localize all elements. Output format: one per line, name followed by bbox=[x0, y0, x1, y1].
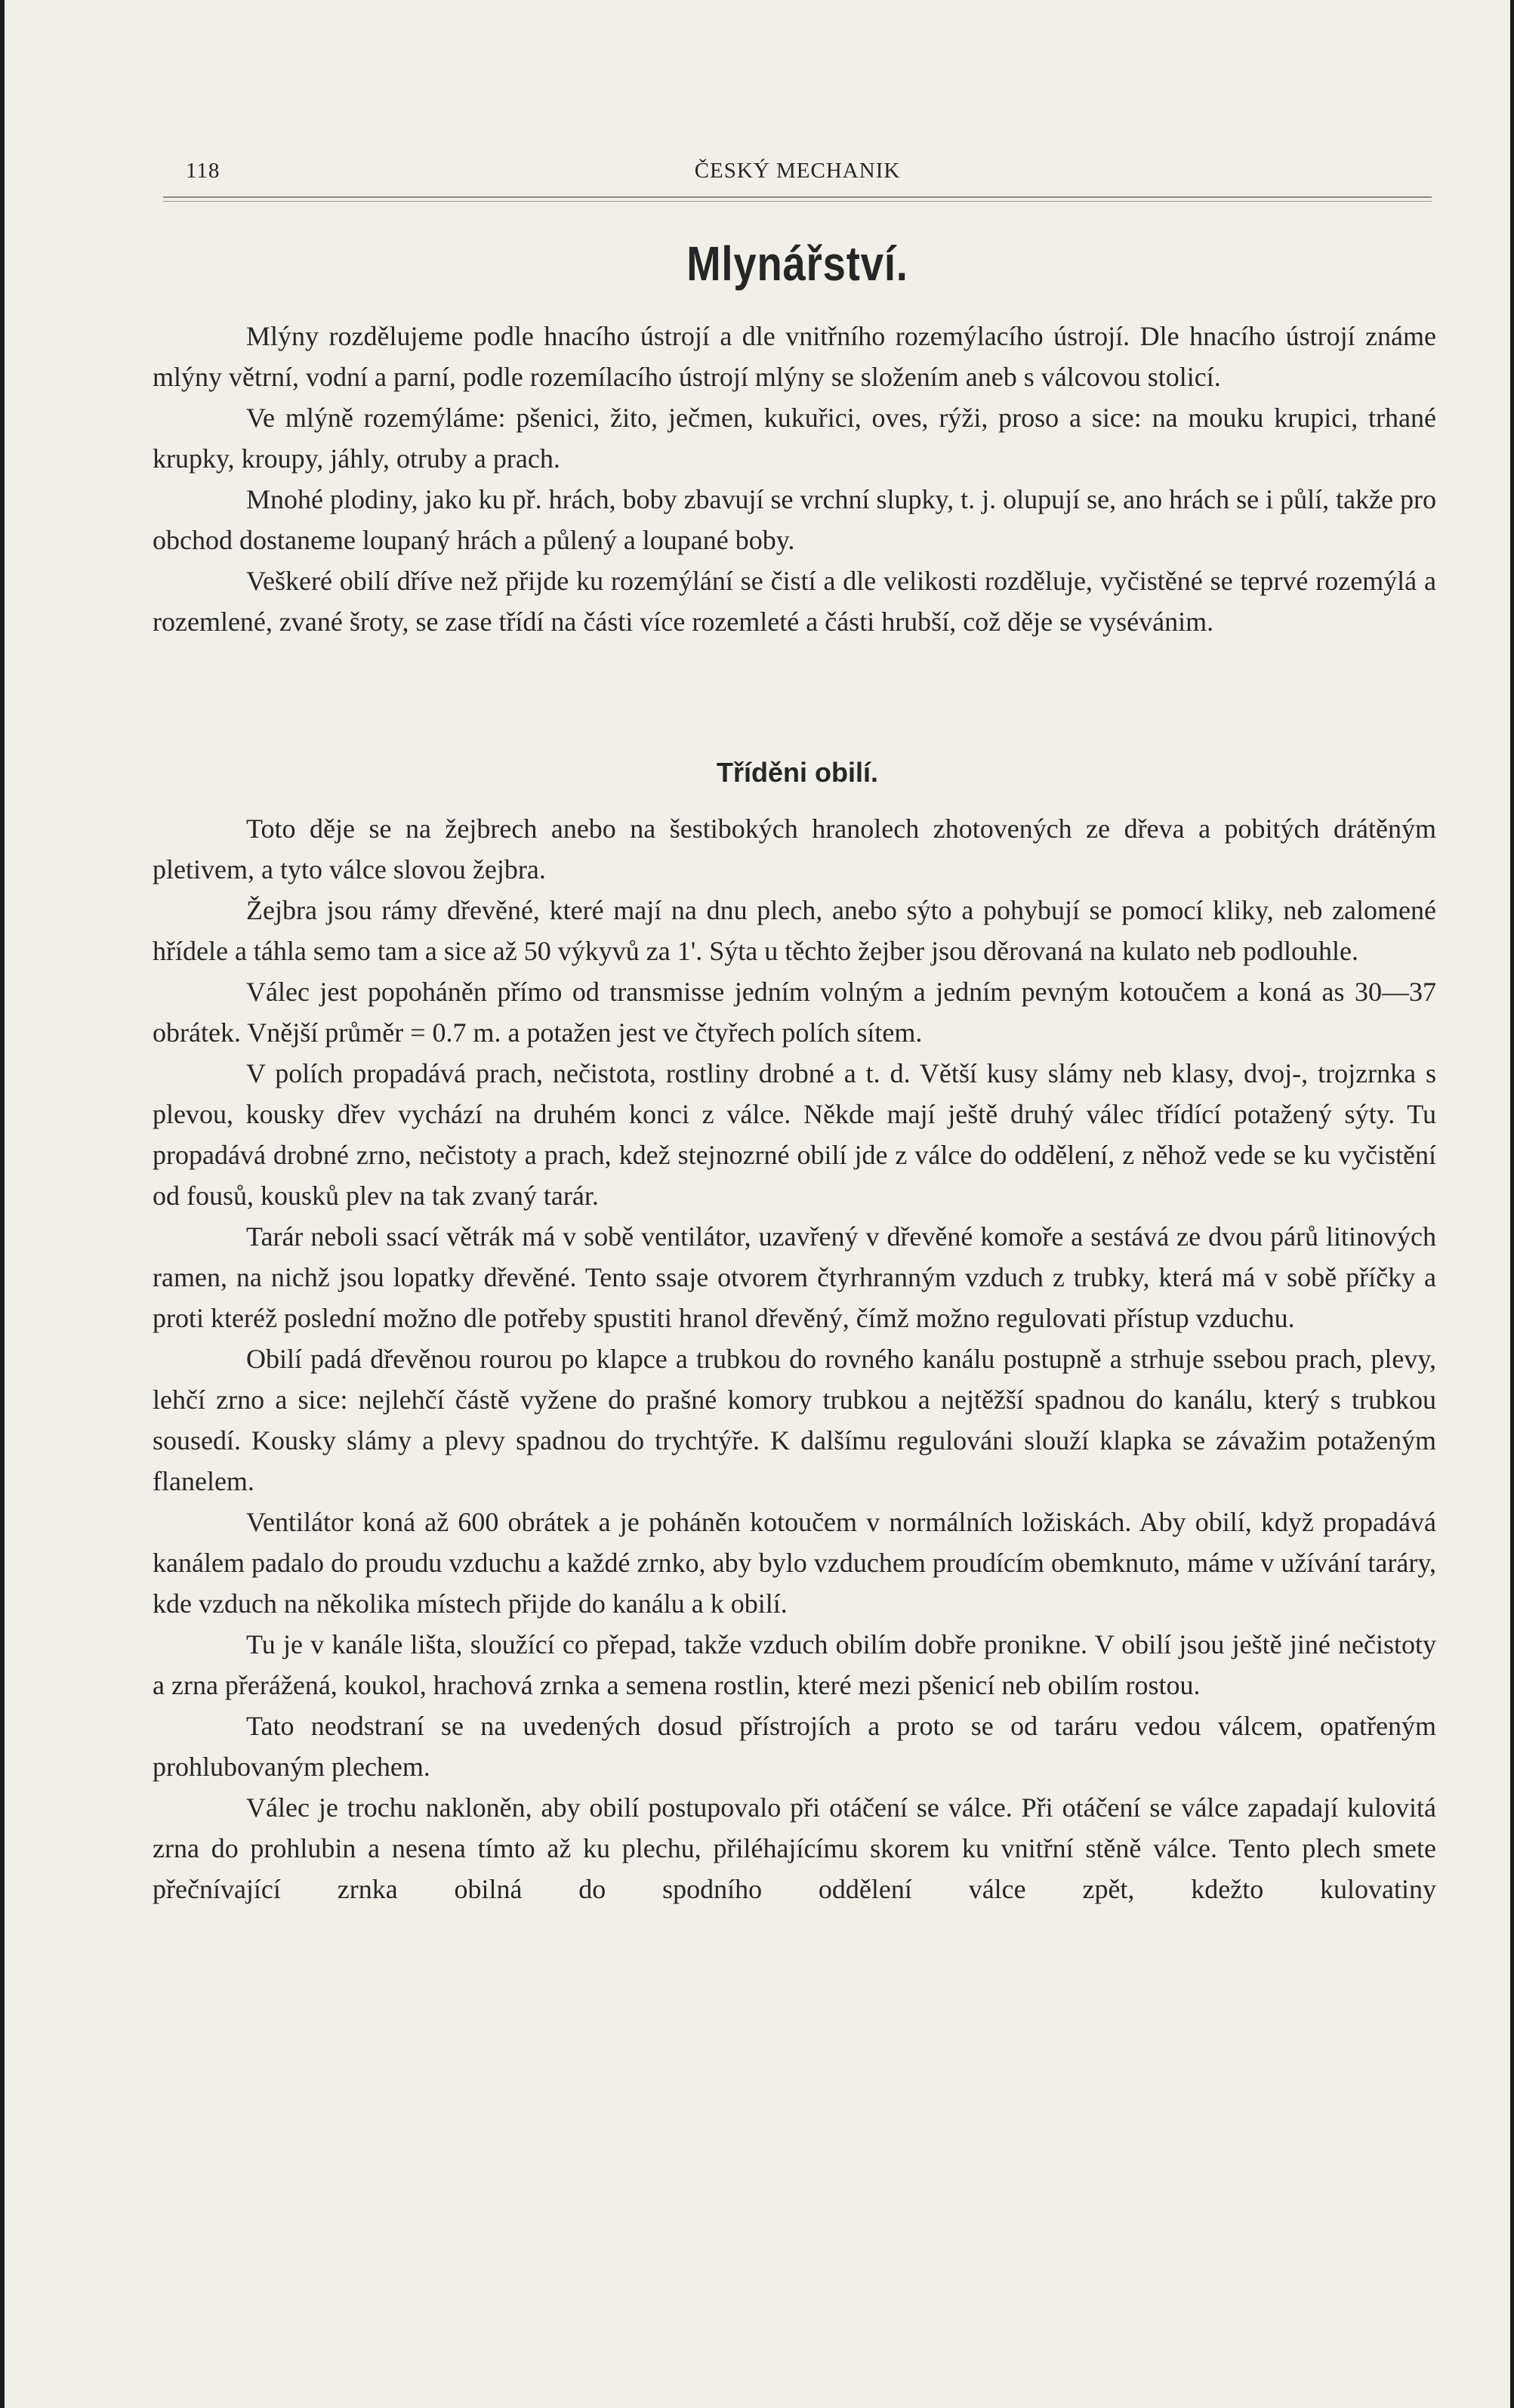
paragraph: V polích propadává prach, nečistota, rostliny drobné a t. d. Větší kusy slámy neb klasy, dvoj-, trojzrnka s plevou, kousky dřev vychází na druhém konci z válce. Někde mají ještě druhý válec třídící potažený sýty. Tu propadává drobné zrno, nečistoty a prach, kdež stejnozrné obilí jde z válce do oddělení, z něhož vede se ku vyčistění od fousů, kousků plev na tak zvaný tarár. bbox=[153, 1058, 1436, 1211]
header-rule bbox=[163, 196, 1432, 198]
paragraph: Tu je v kanále lišta, sloužící co přepad, takže vzduch obilím dobře pronikne. V obilí jsou ještě jiné nečistoty a zrna přerážená, koukol, hrachová zrnka a semena rostlin, které mezi pšenicí neb obilím rostou. bbox=[153, 1629, 1436, 1700]
paragraph: Ventilátor koná až 600 obrátek a je poháněn kotoučem v normálních ložiskách. Aby obilí, když propadává kanálem padalo do proudu vzduchu a každé zrnko, aby bylo vzduchem proudícím obemknuto, máme v užívání taráry, kde vzduch na několika místech přijde do kanálu a k obilí. bbox=[153, 1507, 1436, 1619]
intro-text bbox=[153, 316, 1436, 642]
paragraph: Válec je trochu nakloněn, aby obilí postupovalo při otáčení se válce. Při otáčení se válce zapadají kulovitá zrna do prohlubin a nesena tímto až ku plechu, přiléhajícímu skorem ku vnitřní stěně válce. Tento plech smete přečnívající zrnka obilná do spodního oddělení válce zpět, kdežto kulovatiny bbox=[153, 1792, 1436, 1904]
paragraph: Mnohé plodiny, jako ku př. hrách, boby zbavují se vrchní slupky, t. j. olupují se, ano hrách se i půlí, takže pro obchod dostaneme loupaný hrách a půlený a loupané boby. bbox=[153, 484, 1437, 555]
paragraph: Tato neodstraní se na uvedených dosud přístrojích a proto se od taráru vedou válcem, opatřeným prohlubovaným plechem. bbox=[153, 1711, 1436, 1782]
paragraph: Válec jest popoháněn přímo od transmisse jedním volným a jedním pevným kotoučem a koná as 30—37 obrátek. Vnější průměr = 0.7 m. a potažen jest ve čtyřech polích sítem. bbox=[153, 977, 1436, 1048]
running-title: ČESKÝ MECHANIK bbox=[694, 159, 901, 183]
chapter-title: Mlynářství. bbox=[686, 236, 908, 291]
paragraph: Ve mlýně rozemýláme: pšenici, žito, ječmen, kukuřici, oves, rýži, proso a sice: na mouku krupici, trhané krupky, kroupy, jáhly, otruby a prach. bbox=[153, 403, 1436, 474]
page-number: 118 bbox=[186, 159, 220, 183]
paragraph: Tarár neboli ssací větrák má v sobě ventilátor, uzavřený v dřevěné komoře a sestává ze dvou párů litinových ramen, na nichž jsou lopatky dřevěné. Tento ssaje otvorem čtyrhranným vzduch z trubky, která má v sobě příčky a proti kteréž poslední možno dle potřeby spustiti hranol dřevěný, čímž možno regulovati přístup vzduchu. bbox=[153, 1221, 1436, 1333]
header-rule-thin bbox=[163, 201, 1432, 202]
paragraph: Obilí padá dřevěnou rourou po klapce a trubkou do rovného kanálu postupně a strhuje ssebou prach, plevy, lehčí zrno a sice: nejlehčí částě vyžene do prašné komory trubkou a nejtěžší spadnou do kanálu, který s trubkou sousedí. Kousky slámy a plevy spadnou do trychtýře. K dalšímu regulováni slouží klapka se závažim potaženým flanelem. bbox=[153, 1344, 1436, 1496]
page bbox=[5, 0, 1510, 2408]
paragraph: Žejbra jsou rámy dřevěné, které mají na dnu plech, anebo sýto a pohybují se pomocí kliky, neb zalomené hřídele a táhla semo tam a sice až 50 výkyvů za 1'. Sýta u těchto žejber jsou děrovaná na kulato neb podlouhle. bbox=[153, 895, 1436, 966]
paragraph: Veškeré obilí dříve než přijde ku rozemýlání se čistí a dle velikosti rozděluje, vyčistěné se teprvé rozemýlá a rozemlené, zvané šroty, se zase třídí na části více rozemleté a části hrubší, což děje se vysévánim. bbox=[153, 566, 1436, 637]
paragraph: Toto děje se na žejbrech anebo na šestibokých hranolech zhotovených ze dřeva a pobitých drátěným pletivem, a tyto válce slovou žejbra. bbox=[153, 813, 1436, 884]
section-text bbox=[153, 808, 1436, 1909]
running-header bbox=[163, 148, 1432, 193]
paragraph: Mlýny rozdělujeme podle hnacího ústrojí a dle vnitřního rozemýlacího ústrojí. Dle hnacího ústrojí známe mlýny větrní, vodní a parní, podle rozemílacího ústrojí mlýny se složením aneb s válcovou stolicí. bbox=[153, 321, 1436, 392]
section-heading: Tříděni obilí. bbox=[717, 757, 878, 788]
